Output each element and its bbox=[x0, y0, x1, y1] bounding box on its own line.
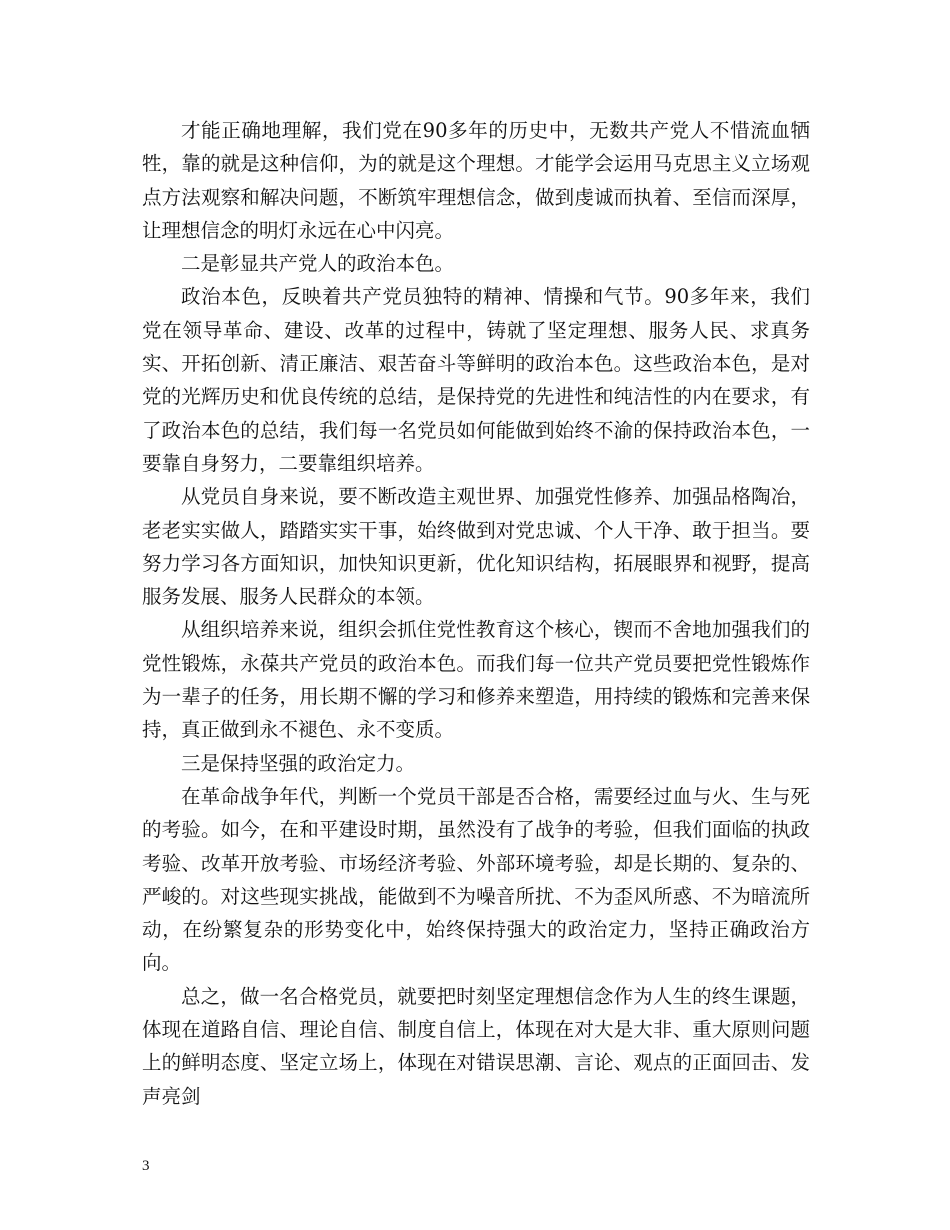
paragraph-7: 在革命战争年代，判断一个党员干部是否合格，需要经过血与火、生与死的考验。如今，在和平建设时期，虽然没有了战争的考验，但我们面临的执政考验、改革开放考验、市场经济考验、外部环境考验，却是长期的、复杂的、严峻的。对这些现实挑战，能做到不为噪音所扰、不为歪风所惑、不为暗流所动，在纷繁复杂的形势变化中，始终保持强大的政治定力，坚持正确政治方向。 bbox=[142, 784, 810, 975]
section-heading-political-resolve: 三是保持坚强的政治定力。 bbox=[181, 751, 416, 775]
paragraph-5: 从组织培养来说，组织会抓住党性教育这个核心，锲而不舍地加强我们的党性锻炼，永葆共产党员的政治本色。而我们每一位共产党员要把党性锻炼作为一辈子的任务，用长期不懈的学习和修养来塑造，用持续的锻炼和完善来保持，真正做到永不褪色、永不变质。 bbox=[142, 618, 810, 742]
section-heading-political-character: 二是彰显共产党人的政治本色。 bbox=[181, 252, 455, 276]
paragraph-8: 总之，做一名合格党员，就要把时刻坚定理想信念作为人生的终生课题，体现在道路自信、理论自信、制度自信上，体现在对大是大非、重大原则问题上的鲜明态度、坚定立场上，体现在对错误思潮、言论、观点的正面回击、发声亮剑 bbox=[142, 984, 810, 1108]
page-number: 3 bbox=[142, 1158, 150, 1174]
paragraph-4: 从党员自身来说，要不断改造主观世界、加强党性修养、加强品格陶冶，老老实实做人，踏踏实实干事，始终做到对党忠诚、个人干净、敢于担当。要努力学习各方面知识，加快知识更新，优化知识结构，拓展眼界和视野，提高服务发展、服务人民群众的本领。 bbox=[142, 485, 810, 609]
body-text bbox=[142, 114, 810, 1113]
paragraph-3: 政治本色，反映着共产党员独特的精神、情操和气节。90多年来，我们党在领导革命、建设、改革的过程中，铸就了坚定理想、服务人民、求真务实、开拓创新、清正廉洁、艰苦奋斗等鲜明的政治本色。这些政治本色，是对党的光辉历史和优良传统的总结，是保持党的先进性和纯洁性的内在要求，有了政治本色的总结，我们每一名党员如何能做到始终不渝的保持政治本色，一要靠自身努力，二要靠组织培养。 bbox=[142, 285, 810, 475]
paragraph-1: 才能正确地理解，我们党在90多年的历史中，无数共产党人不惜流血牺牲，靠的就是这种信仰，为的就是这个理想。才能学会运用马克思主义立场观点方法观察和解决问题，不断筑牢理想信念，做到虔诚而执着、至信而深厚，让理想信念的明灯永远在心中闪亮。 bbox=[142, 119, 810, 242]
